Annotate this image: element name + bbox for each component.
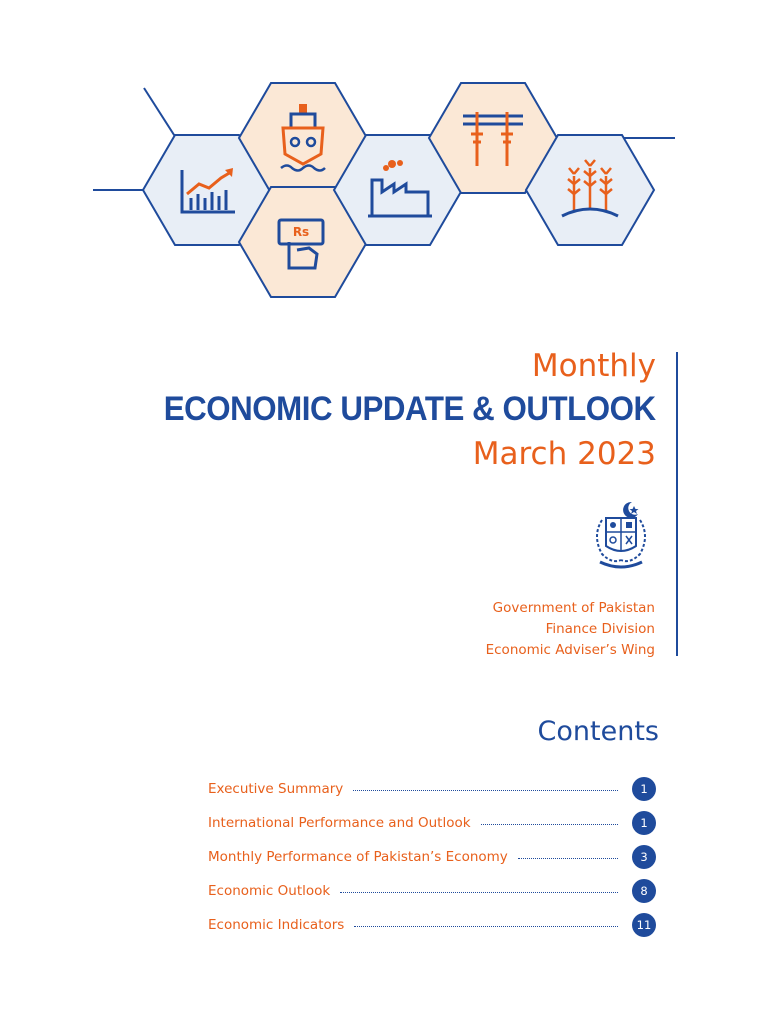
- toc-leader: [353, 790, 618, 791]
- toc-item-label: Executive Summary: [208, 781, 344, 797]
- toc-page-badge: 1: [632, 811, 656, 835]
- toc-item-monthly-performance[interactable]: [208, 840, 656, 874]
- toc-page-badge: 1: [632, 777, 656, 801]
- cover-title-block: [121, 340, 656, 473]
- toc-leader: [340, 892, 618, 893]
- toc-page-badge: 3: [632, 845, 656, 869]
- currency-badge: Rs: [292, 225, 310, 239]
- page-title: ECONOMIC UPDATE & OUTLOOK: [164, 390, 656, 429]
- toc-item-label: Economic Indicators: [208, 917, 345, 933]
- toc-item-label: Monthly Performance of Pakistan’s Economy: [208, 849, 508, 865]
- issue-date: March 2023: [472, 435, 656, 472]
- org-line-government: Government of Pakistan: [492, 600, 655, 616]
- contents-heading: Contents: [537, 716, 659, 747]
- toc-leader: [481, 824, 618, 825]
- toc-page-badge: 11: [632, 913, 656, 937]
- toc-leader: [354, 926, 618, 927]
- toc-item-label: Economic Outlook: [208, 883, 331, 899]
- toc-item-label: International Performance and Outlook: [208, 815, 471, 831]
- state-emblem-icon: [586, 498, 656, 574]
- toc-item-executive-summary[interactable]: [208, 772, 656, 806]
- hexagon-illustration: [0, 0, 768, 320]
- org-block: [486, 598, 655, 661]
- toc-page-badge: 8: [632, 879, 656, 903]
- toc-leader: [518, 858, 618, 859]
- toc-item-economic-indicators[interactable]: [208, 908, 656, 942]
- org-line-division: Finance Division: [545, 621, 655, 637]
- vertical-divider: [676, 352, 678, 656]
- org-line-wing: Economic Adviser’s Wing: [485, 642, 655, 658]
- table-of-contents: [208, 772, 656, 942]
- toc-item-international-performance[interactable]: [208, 806, 656, 840]
- title-monthly: Monthly: [531, 348, 656, 384]
- toc-item-economic-outlook[interactable]: [208, 874, 656, 908]
